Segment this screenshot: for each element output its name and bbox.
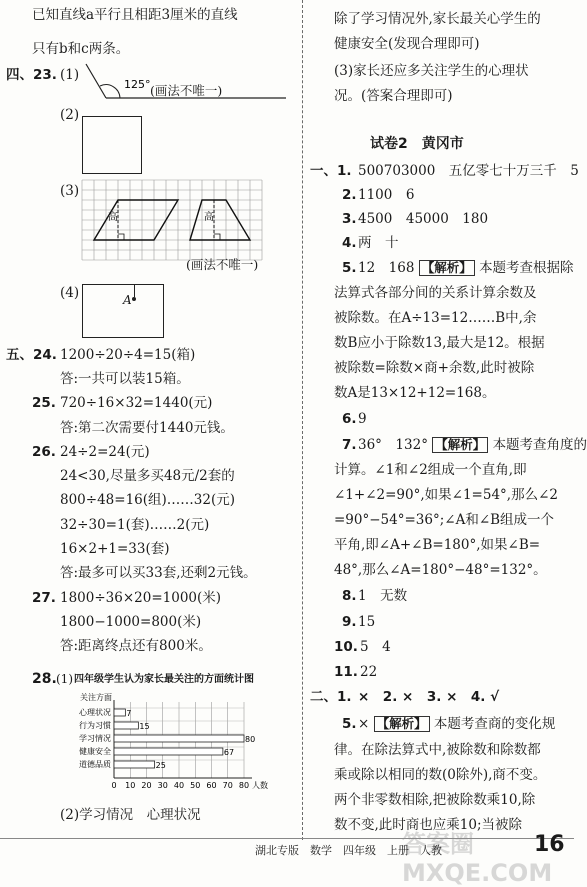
category-label: 道德品质 (79, 760, 111, 769)
q23-3-label: (3) (60, 183, 80, 199)
q7-line-c: ∠1+∠2=90°,如果∠1=54°,那么∠2 (334, 487, 558, 503)
x-tick-label: 30 (157, 781, 168, 790)
x-tick-label: 60 (206, 781, 217, 790)
q5-first-line (358, 259, 574, 277)
q23-2-label: (2) (60, 107, 80, 123)
q26-line-3: 800÷48=16(组)……32(元) (60, 492, 235, 508)
x-axis-label: 人数 (252, 781, 268, 790)
height-label-1: 高 (108, 212, 118, 223)
square-figure (82, 116, 142, 174)
q27-line-2: 1800−1000=800(米) (60, 614, 202, 630)
q8-text: 1 无数 (358, 588, 408, 604)
q7-line-b: 计算。∠1和∠2组成一个直角,即 (334, 462, 527, 478)
q1-label: 一、1. (310, 163, 352, 179)
bar (114, 748, 223, 755)
s5-line-c: 乘或除以相同的数(0除外),商不变。 (334, 767, 547, 783)
bar (114, 735, 244, 742)
section-2-label: 二、1. (310, 689, 352, 705)
jiexi-badge-s5: 【解析】 (374, 716, 430, 732)
category-label: 健康安全 (79, 747, 111, 756)
draw-note-1: (画法不唯一) (150, 83, 223, 98)
section-2-text: × 2. × 3. × 4. √ (358, 689, 500, 705)
r-line-1: 除了学习情况外,家长最关心学生的 (334, 11, 541, 27)
bar-chart (56, 690, 276, 802)
q27-answer: 答:距离终点还有800米。 (60, 638, 212, 654)
rectangle-figure (82, 284, 164, 338)
column-divider (302, 0, 303, 840)
q3-text: 4500 45000 180 (358, 211, 489, 227)
q26-answer: 答:最多可以买33套,还剩2元钱。 (60, 565, 257, 581)
section-5-label: 五、24. (6, 347, 57, 363)
q6-label: 6. (342, 411, 357, 427)
section-title: 试卷2 黄冈市 (370, 136, 464, 152)
point-a-dot (132, 297, 136, 301)
q5-line-b: 法算式各部分间的关系计算余数及 (334, 285, 537, 301)
jiexi-badge-q7: 【解析】 (432, 437, 488, 453)
q10-text: 5 4 (360, 639, 391, 655)
x-tick-label: 80 (238, 781, 250, 790)
q26-line-5: 16×2+1=33(套) (60, 541, 170, 557)
q7-text: 36° 132° (358, 437, 428, 453)
bar-value-label: 15 (139, 722, 150, 731)
r-line-3: (3)家长还应多关注学生的心理状 (334, 63, 529, 79)
x-tick-label: 70 (222, 781, 233, 790)
x-tick-label: 20 (141, 781, 152, 790)
q5-line-f: 数A是13×12+12=168。 (334, 385, 496, 401)
q24-answer: 答:一共可以装15箱。 (60, 371, 190, 387)
category-label: 学习情况 (79, 734, 111, 743)
x-tick-label: 10 (125, 781, 136, 790)
watermark: 答案圈 MXQE.COM (402, 830, 553, 887)
bar-value-label: 25 (155, 761, 166, 770)
angle-label: 125° (124, 78, 151, 91)
bar (114, 761, 155, 768)
q4-label: 4. (342, 235, 357, 251)
section-4-label: 四、23. (6, 67, 57, 83)
q25-answer: 答:第二次需要付1440元钱。 (60, 420, 234, 436)
top-line-1: 已知直线a平行且相距3厘米的直线 (32, 7, 238, 23)
q27-line-1: 1800÷36×20=1000(米) (60, 590, 222, 606)
x-tick-label: 40 (173, 781, 185, 790)
q6-text: 9 (358, 411, 367, 427)
q2-text: 1100 6 (358, 187, 415, 203)
r-line-4: 况。(答案合理即可) (334, 88, 453, 104)
r-line-2: 健康安全(发现合理即可) (334, 36, 480, 52)
q7-line-d: =90°−54°=36°;∠A和∠B组成一个 (334, 512, 555, 528)
q4-text: 两 十 (358, 235, 399, 251)
q25-number: 25. (32, 395, 56, 411)
q7-label: 7. (342, 437, 357, 453)
s5-label: 5. (342, 716, 357, 732)
q5-text: 12 168 (358, 260, 415, 276)
bar (114, 722, 138, 729)
s5-line-d: 两个非零数相除,把被除数乘10,除 (334, 792, 536, 808)
jiexi-badge-q5: 【解析】 (419, 260, 475, 276)
q24-line: 1200÷20÷4=15(箱) (60, 347, 196, 363)
draw-note-2: (画法不唯一) (186, 257, 259, 272)
bar-value-label: 80 (245, 735, 256, 744)
q8-label: 8. (342, 588, 357, 604)
q5-label: 5. (342, 260, 357, 276)
q5-line-e: 被除数=除数×商+余数,此时被除 (334, 360, 535, 376)
q9-label: 9. (342, 614, 357, 630)
q2-label: 2. (342, 187, 357, 203)
q27-number: 27. (32, 590, 56, 606)
bar-value-label: 67 (223, 748, 235, 757)
x-tick-label: 50 (190, 781, 201, 790)
q26-number: 26. (32, 444, 56, 460)
s5-first-line (358, 715, 555, 733)
q11-text: 22 (360, 664, 378, 680)
chart-title: 四年级学生认为家长最关注的方面统计图 (74, 674, 254, 685)
q23-4-label: (4) (60, 285, 80, 301)
s5-line-e: 数不变,此时商也应乘10;当被除 (334, 817, 523, 833)
q3-label: 3. (342, 211, 357, 227)
y-axis-label: 关注方面 (80, 693, 112, 702)
q23-1-label: (1) (60, 67, 80, 83)
category-label: 心理状况 (79, 708, 111, 717)
q5-line-c: 被除数。在A÷13=12……B中,余 (334, 310, 537, 326)
q26-line-2: 24<30,尽量多买48元/2套的 (60, 468, 235, 484)
q1-text: 500703000 五亿零七十万三千 5 (358, 163, 579, 179)
q28-number: 28. (32, 671, 57, 687)
bar-value-label: 7 (126, 709, 132, 718)
q7-first-line (358, 436, 587, 454)
s5-analysis: 本题考查商的变化规 (433, 716, 556, 732)
q11-label: 11. (334, 664, 358, 680)
s5-line-b: 律。在除法算式中,被除数和除数都 (334, 742, 541, 758)
x-tick-label: 0 (111, 781, 117, 790)
q7-line-f: 48°,那么∠A=180°−48°=132°。 (334, 562, 547, 578)
q9-text: 15 (358, 614, 376, 630)
grid-figure (82, 180, 272, 262)
q10-label: 10. (334, 639, 358, 655)
q5-analysis: 本题考查根据除 (479, 260, 574, 276)
q7-analysis: 本题考查角度的 (492, 437, 587, 453)
category-label: 行为习惯 (79, 721, 111, 730)
perpendicular-mark (134, 285, 135, 297)
height-label-2: 高 (204, 212, 214, 223)
q28-1-label: (1) (56, 672, 73, 686)
q25-line: 720÷16×32=1440(元) (60, 395, 213, 411)
q5-line-d: 数B应小于除数13,最大是12。根据 (334, 335, 545, 351)
bar (114, 709, 125, 716)
q7-line-e: 平角,即∠A+∠B=180°,如果∠B= (334, 537, 541, 553)
footer-text: 湖北专版 数学 四年级 上册 人教 (255, 844, 442, 857)
q28-2-line: (2)学习情况 心理状况 (60, 807, 201, 823)
q26-line-1: 24÷2=24(元) (60, 444, 150, 460)
page-number: 16 (534, 832, 565, 857)
point-a-label: A (123, 293, 132, 307)
s5-text: × (358, 716, 370, 732)
q26-line-4: 32÷30=1(套)……2(元) (60, 517, 210, 533)
top-line-2: 只有b和c两条。 (32, 41, 130, 57)
